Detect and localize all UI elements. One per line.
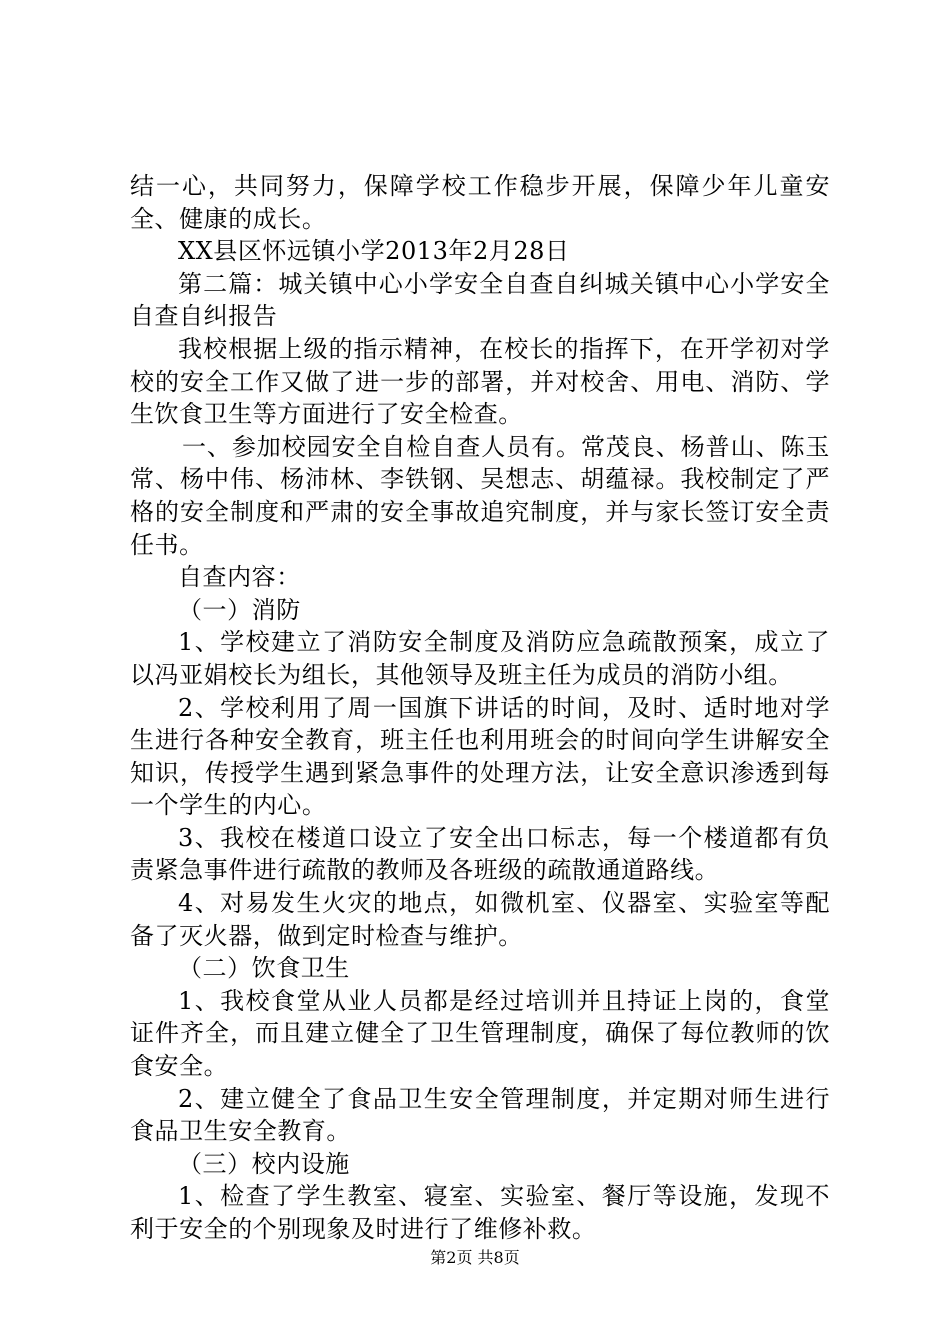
paragraph: 一、参加校园安全自检自查人员有。常茂良、杨普山、陈玉常、杨中伟、杨沛林、李铁钢、吴想志、胡蕴禄。我校制定了严格的安全制度和严肃的安全事故追究制度，并与家长签订安全责任书。	[130, 432, 830, 559]
list-item: 4、对易发生火灾的地点，如微机室、仪器室、实验室等配备了灭火器，做到定时检查与维护。	[130, 889, 830, 950]
list-item: 1、我校食堂从业人员都是经过培训并且持证上岗的，食堂证件齐全，而且建立健全了卫生管理制度，确保了每位教师的饮食安全。	[130, 986, 830, 1081]
section-title: 第二篇：城关镇中心小学安全自查自纠城关镇中心小学安全自查自纠报告	[130, 269, 830, 331]
subheading: （一）消防	[178, 595, 301, 624]
list-item: 1、学校建立了消防安全制度及消防应急疏散预案，成立了以冯亚娟校长为组长，其他领导及班主任为成员的消防小组。	[130, 628, 830, 689]
subheading: （三）校内设施	[178, 1149, 350, 1178]
subheading: 自查内容：	[178, 563, 301, 592]
list-item: 2、学校利用了周一国旗下讲话的时间，及时、适时地对学生进行各种安全教育，班主任也利用班会的时间向学生讲解安全知识，传授学生遇到紧急事件的处理方法，让安全意识渗透到每一个学生的内心。	[130, 693, 830, 820]
list-item: 2、建立健全了食品卫生安全管理制度，并定期对师生进行食品卫生安全教育。	[130, 1084, 830, 1146]
list-item: 3、我校在楼道口设立了安全出口标志，每一个楼道都有负责紧急事件进行疏散的教师及各班级的疏散通道路线。	[130, 823, 830, 885]
paragraph: 我校根据上级的指示精神，在校长的指挥下，在开学初对学校的安全工作又做了进一步的部署，并对校舍、用电、消防、学生饮食卫生等方面进行了安全检查。	[130, 334, 830, 429]
paragraph-continuation: 结一心，共同努力，保障学校工作稳步开展，保障少年儿童安全、健康的成长。	[130, 172, 830, 233]
document-body	[130, 170, 830, 1246]
signature-line: XX县区怀远镇小学2013年2月28日	[178, 237, 570, 266]
page-footer	[0, 1248, 950, 1268]
page-number: 第2页 共8页	[430, 1248, 520, 1267]
subheading: （二）饮食卫生	[178, 954, 350, 983]
list-item: 1、检查了学生教室、寝室、实验室、餐厅等设施，发现不利于安全的个别现象及时进行了维修补救。	[130, 1182, 830, 1243]
